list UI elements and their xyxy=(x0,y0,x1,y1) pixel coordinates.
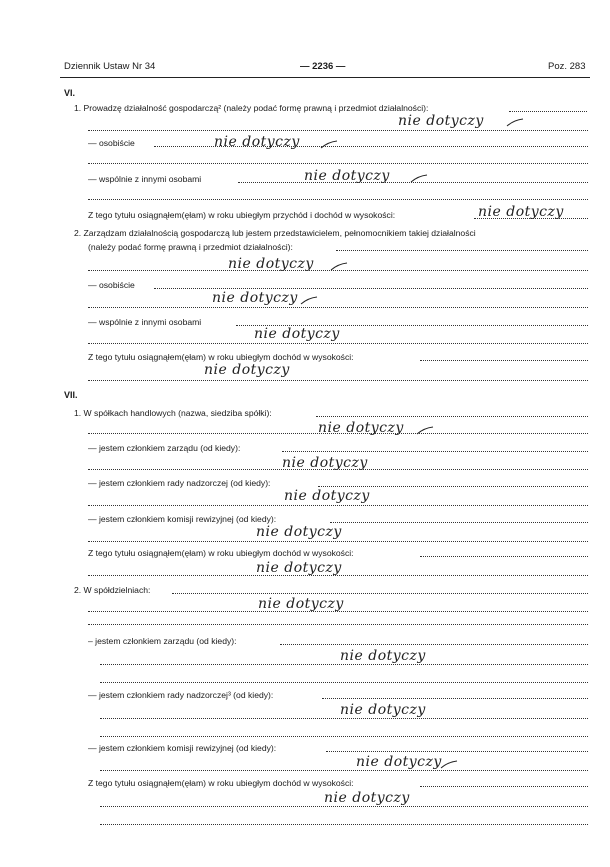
section-vi-title: VI. xyxy=(64,88,76,98)
vii-1-audit-line xyxy=(88,541,588,542)
vii-2-audit-field xyxy=(326,751,588,752)
vii-2-supervisory-label: — jestem członkiem rady nadzorczej³ (od kiedy): xyxy=(88,690,274,700)
vi-2-handwritten: nie dotyczy xyxy=(228,256,314,272)
vi-1-personal-line xyxy=(88,163,588,164)
vi-2-income-handwritten: nie dotyczy xyxy=(204,362,290,378)
vii-2-income-label: Z tego tytułu osiągnąłem(ęłam) w roku ubiegłym dochód w wysokości: xyxy=(88,778,354,788)
vi-2-joint-handwritten: nie dotyczy xyxy=(254,326,340,342)
vii-2-income-field xyxy=(420,786,588,787)
vii-1-income-field xyxy=(420,556,588,557)
vi-1-joint-line xyxy=(88,199,588,200)
vii-1-audit-label: — jestem członkiem komisji rewizyjnej (od kiedy): xyxy=(88,514,277,524)
handwritten-stroke xyxy=(300,296,318,306)
vi-2-income-line xyxy=(88,380,588,381)
vi-2-personal-line xyxy=(88,307,588,308)
page-number: — 2236 — xyxy=(300,61,346,72)
vi-2-label-line2: (należy podać formę prawną i przedmiot działalności): xyxy=(88,242,293,252)
vii-2-audit-label: — jestem członkiem komisji rewizyjnej (od kiedy): xyxy=(88,743,277,753)
handwritten-stroke xyxy=(506,118,524,128)
vi-2-joint-line xyxy=(88,343,588,344)
vi-1-personal-handwritten: nie dotyczy xyxy=(214,134,300,150)
vii-1-audit-field xyxy=(330,522,588,523)
vii-1-income-line xyxy=(88,575,588,576)
vi-2-personal-field xyxy=(154,288,588,289)
vii-2-supervisory-handwritten: nie dotyczy xyxy=(340,702,426,718)
vii-1-income-label: Z tego tytułu osiągnąłem(ęłam) w roku ubiegłym dochód w wysokości: xyxy=(88,548,354,558)
vii-2-field-line xyxy=(88,611,588,612)
vi-2-personal-handwritten: nie dotyczy xyxy=(212,290,298,306)
vii-2-board-line xyxy=(100,664,588,665)
vii-1-supervisory-field xyxy=(318,486,588,487)
vi-1-income-label: Z tego tytułu osiągnąłem(ęłam) w roku ubiegłym przychód i dochód w wysokości: xyxy=(88,210,396,220)
vi-2-personal-label: — osobiście xyxy=(88,280,135,290)
vii-1-board-field xyxy=(282,451,588,452)
position-number: Poz. 283 xyxy=(548,61,586,72)
vi-2-label-line1: 2. Zarządzam działalnością gospodarczą lub jestem przedstawicielem, pełnomocnikiem takiej działalności xyxy=(74,228,476,238)
handwritten-stroke xyxy=(440,760,458,770)
vii-1-field xyxy=(316,416,588,417)
vii-1-board-line xyxy=(88,469,588,470)
journal-title: Dziennik Ustaw Nr 34 xyxy=(64,61,156,72)
vi-1-label: 1. Prowadzę działalność gospodarczą² (należy podać formę prawną i przedmiot działalności): xyxy=(74,103,429,113)
vi-2-joint-label: — wspólnie z innymi osobami xyxy=(88,317,202,327)
vii-2-field-line2 xyxy=(88,624,588,625)
vi-1-field xyxy=(509,111,587,112)
vii-2-income-line2 xyxy=(100,824,588,825)
vii-2-label: 2. W spółdzielniach: xyxy=(74,585,151,595)
vii-2-audit-handwritten: nie dotyczy xyxy=(356,754,442,770)
handwritten-stroke xyxy=(330,262,348,272)
vii-1-supervisory-label: — jestem członkiem rady nadzorczej (od kiedy): xyxy=(88,478,271,488)
vii-1-income-handwritten: nie dotyczy xyxy=(256,560,342,576)
vi-2-income-field xyxy=(420,360,588,361)
vii-2-board-field xyxy=(280,644,588,645)
vi-2-field xyxy=(336,250,588,251)
vi-1-joint-label: — wspólnie z innymi osobami xyxy=(88,174,202,184)
handwritten-stroke xyxy=(320,140,338,150)
vii-2-income-handwritten: nie dotyczy xyxy=(324,790,410,806)
vi-1-field-line xyxy=(88,130,588,131)
header-rule xyxy=(60,77,590,78)
section-vii-title: VII. xyxy=(64,390,78,400)
vii-1-supervisory-handwritten: nie dotyczy xyxy=(284,488,370,504)
vii-2-handwritten: nie dotyczy xyxy=(258,596,344,612)
vi-1-joint-handwritten: nie dotyczy xyxy=(304,168,390,184)
vi-1-personal-label: — osobiście xyxy=(88,138,135,148)
vii-2-field xyxy=(172,593,588,594)
vi-1-income-handwritten: nie dotyczy xyxy=(478,204,564,220)
vii-2-board-handwritten: nie dotyczy xyxy=(340,648,426,664)
vii-2-audit-line xyxy=(100,770,588,771)
vii-2-board-label: – jestem członkiem zarządu (od kiedy): xyxy=(88,636,237,646)
vi-2-income-label: Z tego tytułu osiągnąłem(ęłam) w roku ubiegłym dochód w wysokości: xyxy=(88,352,354,362)
vii-1-audit-handwritten: nie dotyczy xyxy=(256,524,342,540)
handwritten-stroke xyxy=(410,174,428,184)
vii-1-board-handwritten: nie dotyczy xyxy=(282,455,368,471)
handwritten-stroke xyxy=(416,426,434,436)
vii-2-supervisory-line2 xyxy=(100,736,588,737)
vii-1-board-label: — jestem członkiem zarządu (od kiedy): xyxy=(88,443,241,453)
vii-1-handwritten: nie dotyczy xyxy=(318,420,404,436)
vii-2-supervisory-field xyxy=(322,698,588,699)
vi-1-handwritten: nie dotyczy xyxy=(398,113,484,129)
vii-2-board-line2 xyxy=(100,682,588,683)
vii-1-field-line xyxy=(88,433,588,434)
vii-2-supervisory-line xyxy=(100,718,588,719)
vii-1-supervisory-line xyxy=(88,505,588,506)
vii-1-label: 1. W spółkach handlowych (nazwa, siedziba spółki): xyxy=(74,408,272,418)
vii-2-income-line xyxy=(100,806,588,807)
